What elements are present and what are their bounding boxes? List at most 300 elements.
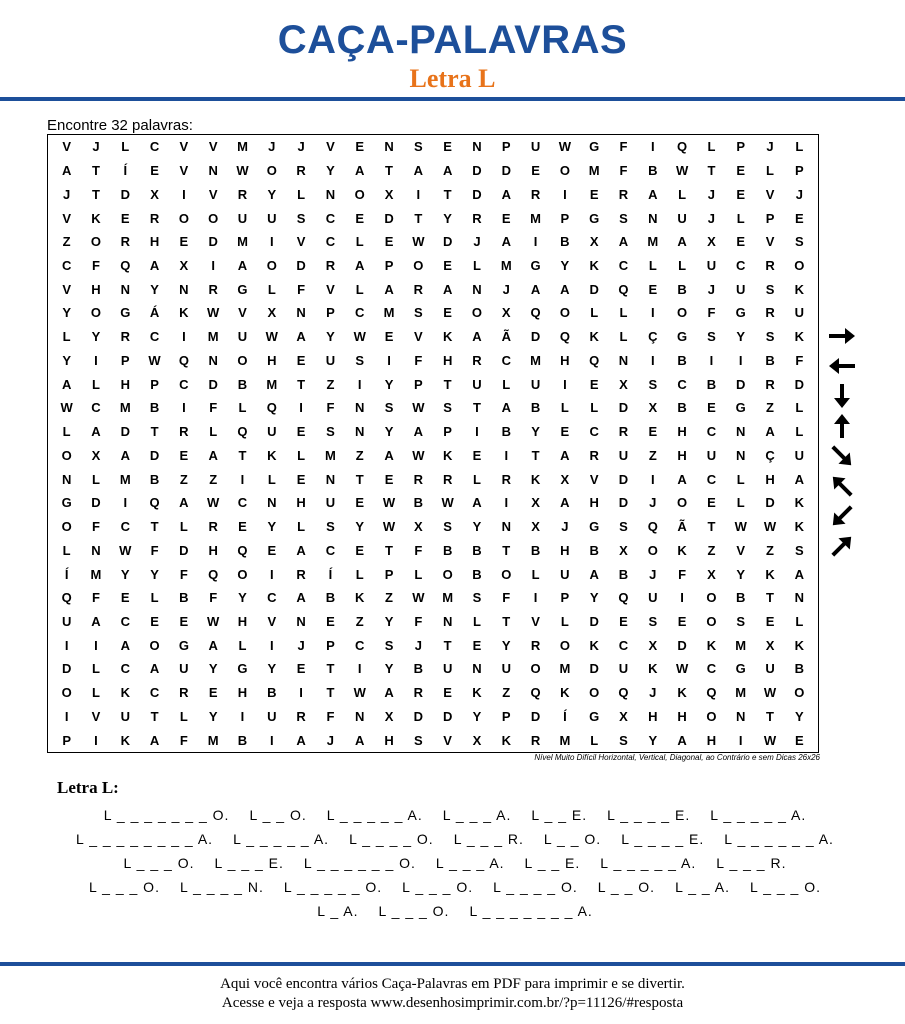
grid-cell[interactable]: B: [765, 352, 775, 368]
grid-cell[interactable]: E: [179, 234, 189, 250]
grid-cell[interactable]: E: [384, 234, 394, 250]
grid-cell[interactable]: C: [618, 637, 629, 653]
grid-cell[interactable]: I: [182, 186, 186, 202]
grid-cell[interactable]: A: [413, 424, 424, 440]
grid-cell[interactable]: K: [589, 329, 599, 345]
grid-cell[interactable]: F: [150, 542, 159, 558]
grid-cell[interactable]: C: [706, 661, 717, 677]
grid-cell[interactable]: N: [208, 163, 218, 179]
grid-cell[interactable]: I: [504, 447, 509, 463]
grid-cell[interactable]: G: [120, 305, 131, 321]
grid-cell[interactable]: S: [619, 519, 628, 535]
grid-cell[interactable]: H: [765, 471, 775, 487]
grid-cell[interactable]: N: [120, 281, 130, 297]
grid-cell[interactable]: B: [706, 376, 717, 392]
grid-cell[interactable]: H: [149, 234, 160, 250]
grid-cell[interactable]: L: [209, 424, 218, 440]
grid-cell[interactable]: T: [531, 447, 540, 463]
grid-cell[interactable]: V: [179, 163, 189, 179]
grid-cell[interactable]: I: [709, 352, 714, 368]
grid-cell[interactable]: S: [795, 234, 804, 250]
grid-cell[interactable]: X: [384, 186, 394, 202]
grid-cell[interactable]: B: [237, 732, 248, 748]
grid-cell[interactable]: N: [61, 471, 72, 487]
grid-cell[interactable]: P: [443, 424, 452, 440]
grid-cell[interactable]: K: [677, 542, 687, 558]
grid-cell[interactable]: R: [472, 210, 482, 226]
grid-cell[interactable]: T: [326, 685, 335, 701]
grid-cell[interactable]: L: [91, 661, 100, 677]
grid-cell[interactable]: S: [707, 329, 716, 345]
grid-cell[interactable]: L: [472, 613, 481, 629]
grid-cell[interactable]: O: [559, 163, 570, 179]
grid-cell[interactable]: U: [794, 447, 805, 463]
grid-cell[interactable]: B: [237, 376, 248, 392]
grid-cell[interactable]: A: [296, 590, 306, 606]
grid-cell[interactable]: A: [91, 424, 101, 440]
grid-cell[interactable]: Q: [559, 329, 570, 345]
grid-cell[interactable]: I: [533, 234, 538, 250]
grid-cell[interactable]: E: [384, 329, 394, 345]
grid-cell[interactable]: V: [91, 708, 101, 724]
grid-cell[interactable]: U: [442, 661, 453, 677]
grid-cell[interactable]: G: [589, 519, 600, 535]
grid-cell[interactable]: J: [502, 281, 510, 297]
grid-cell[interactable]: T: [707, 519, 716, 535]
grid-cell[interactable]: F: [91, 519, 100, 535]
grid-cell[interactable]: U: [765, 661, 775, 677]
grid-cell[interactable]: L: [795, 139, 804, 155]
grid-cell[interactable]: I: [563, 186, 567, 202]
grid-cell[interactable]: F: [502, 590, 511, 606]
grid-cell[interactable]: F: [91, 258, 100, 273]
grid-cell[interactable]: J: [297, 139, 305, 155]
grid-cell[interactable]: M: [559, 661, 571, 677]
grid-cell[interactable]: C: [149, 685, 160, 701]
grid-cell[interactable]: E: [384, 471, 394, 487]
grid-cell[interactable]: Ã: [501, 329, 511, 345]
grid-cell[interactable]: Z: [209, 471, 218, 487]
grid-cell[interactable]: R: [589, 447, 599, 463]
grid-cell[interactable]: G: [589, 708, 600, 724]
grid-cell[interactable]: C: [149, 329, 160, 345]
grid-cell[interactable]: C: [706, 424, 717, 440]
grid-cell[interactable]: D: [296, 258, 306, 273]
grid-cell[interactable]: I: [269, 234, 274, 250]
grid-cell[interactable]: Í: [328, 566, 333, 582]
grid-cell[interactable]: Q: [61, 590, 72, 606]
grid-cell[interactable]: D: [472, 163, 482, 179]
grid-cell[interactable]: L: [297, 519, 306, 535]
grid-cell[interactable]: O: [706, 613, 717, 629]
grid-cell[interactable]: P: [736, 139, 746, 155]
grid-cell[interactable]: L: [590, 732, 599, 748]
grid-cell[interactable]: Y: [795, 708, 804, 724]
grid-cell[interactable]: P: [150, 376, 159, 392]
grid-cell[interactable]: A: [179, 495, 189, 511]
grid-cell[interactable]: C: [501, 352, 511, 368]
grid-cell[interactable]: W: [382, 495, 396, 511]
grid-cell[interactable]: E: [677, 613, 687, 629]
grid-cell[interactable]: A: [472, 495, 482, 511]
grid-cell[interactable]: I: [182, 329, 186, 345]
grid-cell[interactable]: D: [589, 281, 599, 297]
footer-line-2[interactable]: Acesse e veja a resposta www.desenhosimprimir.com.br/?p=11126/#resposta: [221, 995, 684, 1011]
grid-cell[interactable]: O: [90, 234, 102, 250]
grid-cell[interactable]: A: [442, 281, 453, 297]
grid-cell[interactable]: S: [384, 400, 394, 416]
grid-cell[interactable]: U: [267, 210, 277, 226]
grid-cell[interactable]: W: [265, 329, 278, 345]
grid-cell[interactable]: T: [766, 590, 774, 606]
grid-cell[interactable]: O: [237, 352, 248, 368]
grid-cell[interactable]: C: [677, 376, 687, 392]
grid-cell[interactable]: X: [179, 258, 189, 273]
grid-cell[interactable]: G: [237, 661, 248, 677]
grid-cell[interactable]: V: [736, 542, 746, 558]
grid-cell[interactable]: L: [736, 495, 745, 511]
grid-cell[interactable]: N: [296, 613, 306, 629]
grid-cell[interactable]: X: [589, 234, 599, 250]
grid-cell[interactable]: V: [62, 281, 71, 297]
grid-cell[interactable]: O: [589, 685, 600, 701]
grid-cell[interactable]: O: [61, 519, 72, 535]
grid-cell[interactable]: K: [472, 685, 482, 701]
grid-cell[interactable]: I: [299, 685, 303, 701]
grid-cell[interactable]: C: [120, 613, 130, 629]
grid-cell[interactable]: A: [91, 613, 101, 629]
grid-cell[interactable]: W: [763, 732, 777, 748]
grid-cell[interactable]: S: [619, 210, 628, 226]
grid-cell[interactable]: W: [207, 495, 220, 511]
grid-cell[interactable]: L: [795, 400, 804, 416]
grid-cell[interactable]: I: [64, 708, 69, 724]
grid-cell[interactable]: Y: [472, 708, 482, 724]
grid-cell[interactable]: P: [560, 590, 570, 606]
grid-cell[interactable]: Q: [237, 542, 248, 558]
grid-cell[interactable]: Y: [208, 661, 218, 677]
grid-cell[interactable]: K: [501, 732, 511, 748]
grid-cell[interactable]: B: [794, 661, 805, 677]
grid-cell[interactable]: Y: [560, 258, 570, 273]
grid-cell[interactable]: F: [179, 732, 188, 748]
grid-cell[interactable]: D: [765, 495, 775, 511]
grid-cell[interactable]: W: [441, 495, 454, 511]
grid-cell[interactable]: F: [209, 590, 218, 606]
grid-cell[interactable]: A: [794, 566, 805, 582]
grid-cell[interactable]: F: [414, 613, 423, 629]
grid-cell[interactable]: K: [589, 637, 599, 653]
grid-cell[interactable]: G: [735, 661, 746, 677]
grid-cell[interactable]: Y: [443, 210, 452, 226]
grid-cell[interactable]: K: [442, 447, 453, 463]
grid-cell[interactable]: X: [91, 447, 101, 463]
grid-cell[interactable]: I: [64, 637, 69, 653]
grid-cell[interactable]: S: [326, 519, 335, 535]
grid-cell[interactable]: Y: [120, 566, 130, 582]
grid-cell[interactable]: K: [442, 329, 453, 345]
grid-cell[interactable]: E: [531, 163, 540, 179]
grid-cell[interactable]: E: [795, 210, 804, 226]
grid-cell[interactable]: L: [91, 471, 100, 487]
grid-cell[interactable]: D: [208, 376, 218, 392]
grid-cell[interactable]: R: [472, 352, 482, 368]
grid-cell[interactable]: P: [326, 637, 335, 653]
grid-cell[interactable]: D: [618, 471, 629, 487]
grid-cell[interactable]: O: [149, 637, 160, 653]
grid-cell[interactable]: L: [267, 471, 276, 487]
grid-cell[interactable]: H: [442, 352, 453, 368]
grid-cell[interactable]: B: [472, 566, 482, 582]
grid-cell[interactable]: X: [531, 519, 540, 535]
grid-cell[interactable]: E: [443, 258, 452, 273]
grid-cell[interactable]: S: [326, 424, 335, 440]
grid-cell[interactable]: Q: [677, 139, 688, 155]
grid-cell[interactable]: I: [123, 495, 128, 511]
grid-cell[interactable]: C: [149, 139, 160, 155]
grid-cell[interactable]: N: [794, 590, 805, 606]
grid-cell[interactable]: Y: [267, 186, 277, 202]
grid-cell[interactable]: D: [120, 424, 130, 440]
grid-cell[interactable]: E: [736, 234, 746, 250]
grid-cell[interactable]: T: [502, 542, 511, 558]
grid-cell[interactable]: E: [355, 542, 365, 558]
grid-cell[interactable]: B: [648, 163, 658, 179]
grid-cell[interactable]: F: [414, 352, 423, 368]
grid-cell[interactable]: W: [763, 685, 777, 701]
grid-cell[interactable]: K: [267, 447, 277, 463]
grid-cell[interactable]: O: [559, 305, 570, 321]
grid-cell[interactable]: A: [120, 637, 130, 653]
grid-cell[interactable]: E: [648, 424, 658, 440]
grid-cell[interactable]: Z: [502, 685, 511, 701]
grid-cell[interactable]: Z: [179, 471, 188, 487]
grid-cell[interactable]: R: [179, 424, 189, 440]
grid-cell[interactable]: L: [560, 400, 569, 416]
grid-cell[interactable]: E: [443, 685, 452, 701]
grid-cell[interactable]: T: [150, 519, 159, 535]
grid-cell[interactable]: V: [179, 139, 189, 155]
grid-cell[interactable]: Y: [267, 661, 277, 677]
grid-cell[interactable]: E: [355, 139, 365, 155]
grid-cell[interactable]: L: [150, 590, 159, 606]
grid-cell[interactable]: L: [736, 471, 745, 487]
grid-cell[interactable]: X: [414, 519, 423, 535]
grid-cell[interactable]: S: [736, 613, 746, 629]
grid-cell[interactable]: A: [384, 281, 394, 297]
grid-cell[interactable]: Q: [266, 400, 277, 416]
grid-cell[interactable]: H: [208, 542, 218, 558]
grid-cell[interactable]: W: [207, 305, 220, 321]
grid-cell[interactable]: Y: [384, 376, 394, 392]
grid-cell[interactable]: F: [414, 542, 423, 558]
grid-cell[interactable]: I: [563, 376, 567, 392]
grid-cell[interactable]: P: [326, 305, 335, 321]
grid-cell[interactable]: A: [530, 281, 541, 297]
grid-cell[interactable]: E: [296, 352, 306, 368]
grid-cell[interactable]: X: [384, 708, 394, 724]
grid-cell[interactable]: R: [120, 234, 130, 250]
grid-cell[interactable]: N: [91, 542, 101, 558]
grid-cell[interactable]: S: [414, 139, 423, 155]
grid-cell[interactable]: G: [61, 495, 72, 511]
grid-cell[interactable]: J: [268, 139, 276, 155]
grid-cell[interactable]: B: [472, 542, 482, 558]
grid-cell[interactable]: W: [734, 519, 747, 535]
grid-cell[interactable]: I: [299, 400, 303, 416]
grid-cell[interactable]: D: [589, 661, 599, 677]
grid-cell[interactable]: E: [120, 590, 130, 606]
grid-cell[interactable]: Y: [384, 424, 394, 440]
grid-cell[interactable]: Y: [648, 732, 658, 748]
grid-cell[interactable]: Y: [355, 519, 365, 535]
grid-cell[interactable]: M: [119, 471, 131, 487]
grid-cell[interactable]: M: [266, 376, 278, 392]
grid-cell[interactable]: P: [120, 352, 130, 368]
grid-cell[interactable]: S: [414, 305, 423, 321]
grid-cell[interactable]: L: [267, 281, 276, 297]
grid-cell[interactable]: D: [794, 376, 805, 392]
grid-cell[interactable]: Z: [355, 447, 364, 463]
grid-cell[interactable]: L: [355, 234, 364, 250]
grid-cell[interactable]: R: [530, 732, 541, 748]
grid-cell[interactable]: J: [297, 637, 305, 653]
grid-cell[interactable]: T: [150, 708, 159, 724]
grid-cell[interactable]: N: [179, 281, 189, 297]
grid-cell[interactable]: N: [736, 708, 746, 724]
grid-cell[interactable]: W: [207, 613, 220, 629]
grid-cell[interactable]: O: [354, 186, 365, 202]
grid-cell[interactable]: F: [678, 566, 687, 582]
grid-cell[interactable]: O: [61, 447, 72, 463]
grid-cell[interactable]: L: [678, 186, 687, 202]
grid-cell[interactable]: A: [296, 732, 306, 748]
grid-cell[interactable]: N: [472, 281, 482, 297]
grid-cell[interactable]: M: [735, 637, 747, 653]
grid-cell[interactable]: I: [240, 471, 245, 487]
grid-cell[interactable]: P: [765, 210, 775, 226]
grid-cell[interactable]: H: [237, 685, 248, 701]
grid-cell[interactable]: L: [619, 329, 628, 345]
grid-cell[interactable]: S: [472, 590, 482, 606]
grid-cell[interactable]: E: [150, 163, 159, 179]
grid-cell[interactable]: K: [355, 590, 365, 606]
grid-cell[interactable]: K: [765, 566, 775, 582]
grid-cell[interactable]: H: [589, 495, 599, 511]
grid-cell[interactable]: E: [795, 732, 804, 748]
grid-cell[interactable]: A: [560, 495, 570, 511]
grid-cell[interactable]: L: [355, 281, 364, 297]
grid-cell[interactable]: F: [619, 163, 628, 179]
grid-cell[interactable]: Á: [149, 305, 160, 321]
grid-cell[interactable]: V: [238, 305, 247, 321]
grid-cell[interactable]: E: [589, 376, 599, 392]
grid-cell[interactable]: A: [355, 163, 365, 179]
grid-cell[interactable]: C: [325, 210, 336, 226]
grid-cell[interactable]: L: [62, 329, 71, 345]
grid-cell[interactable]: Y: [589, 590, 599, 606]
grid-cell[interactable]: Z: [355, 613, 364, 629]
grid-cell[interactable]: L: [414, 566, 423, 582]
grid-cell[interactable]: L: [472, 258, 481, 273]
grid-cell[interactable]: P: [560, 210, 570, 226]
grid-cell[interactable]: L: [560, 613, 569, 629]
grid-cell[interactable]: W: [353, 685, 366, 701]
grid-cell[interactable]: A: [501, 186, 511, 202]
grid-cell[interactable]: Q: [618, 281, 629, 297]
grid-cell[interactable]: M: [207, 329, 219, 345]
grid-cell[interactable]: N: [501, 519, 511, 535]
grid-cell[interactable]: L: [590, 305, 599, 321]
grid-cell[interactable]: A: [472, 329, 482, 345]
grid-cell[interactable]: C: [120, 661, 130, 677]
grid-cell[interactable]: K: [179, 305, 189, 321]
grid-cell[interactable]: R: [765, 376, 775, 392]
grid-cell[interactable]: W: [60, 400, 73, 416]
grid-cell[interactable]: V: [589, 471, 599, 487]
grid-cell[interactable]: T: [414, 210, 423, 226]
grid-cell[interactable]: Y: [472, 519, 482, 535]
grid-cell[interactable]: E: [179, 447, 189, 463]
grid-cell[interactable]: L: [795, 424, 804, 440]
grid-cell[interactable]: D: [589, 613, 599, 629]
grid-cell[interactable]: G: [530, 258, 541, 273]
grid-cell[interactable]: M: [324, 447, 336, 463]
grid-cell[interactable]: G: [178, 637, 189, 653]
grid-cell[interactable]: E: [501, 210, 511, 226]
grid-cell[interactable]: V: [443, 732, 452, 748]
grid-cell[interactable]: P: [795, 163, 804, 179]
grid-cell[interactable]: B: [325, 590, 336, 606]
grid-cell[interactable]: L: [678, 258, 687, 273]
grid-cell[interactable]: E: [208, 685, 218, 701]
grid-cell[interactable]: L: [297, 447, 306, 463]
grid-cell[interactable]: V: [326, 139, 335, 155]
grid-cell[interactable]: R: [208, 281, 218, 297]
grid-cell[interactable]: O: [178, 210, 189, 226]
grid-cell[interactable]: Q: [237, 424, 248, 440]
grid-cell[interactable]: M: [500, 258, 512, 273]
grid-cell[interactable]: I: [533, 590, 538, 606]
grid-cell[interactable]: A: [618, 234, 629, 250]
grid-cell[interactable]: W: [763, 519, 777, 535]
grid-cell[interactable]: X: [648, 400, 658, 416]
grid-cell[interactable]: N: [325, 471, 336, 487]
grid-cell[interactable]: A: [237, 258, 248, 273]
grid-cell[interactable]: C: [736, 258, 746, 273]
grid-cell[interactable]: S: [443, 519, 452, 535]
grid-cell[interactable]: W: [675, 163, 689, 179]
grid-cell[interactable]: M: [442, 590, 454, 606]
grid-cell[interactable]: E: [120, 210, 130, 226]
grid-cell[interactable]: I: [269, 637, 274, 653]
grid-cell[interactable]: Y: [238, 590, 247, 606]
grid-cell[interactable]: B: [618, 566, 629, 582]
grid-cell[interactable]: G: [735, 305, 746, 321]
grid-cell[interactable]: U: [237, 329, 248, 345]
grid-cell[interactable]: A: [677, 471, 687, 487]
grid-cell[interactable]: B: [589, 542, 599, 558]
grid-cell[interactable]: S: [414, 732, 423, 748]
grid-cell[interactable]: Q: [120, 258, 131, 273]
grid-cell[interactable]: V: [62, 139, 71, 155]
grid-cell[interactable]: W: [412, 447, 425, 463]
grid-cell[interactable]: N: [472, 139, 482, 155]
grid-cell[interactable]: X: [531, 495, 540, 511]
grid-cell[interactable]: I: [94, 352, 98, 368]
grid-cell[interactable]: L: [62, 424, 71, 440]
grid-cell[interactable]: R: [618, 424, 629, 440]
